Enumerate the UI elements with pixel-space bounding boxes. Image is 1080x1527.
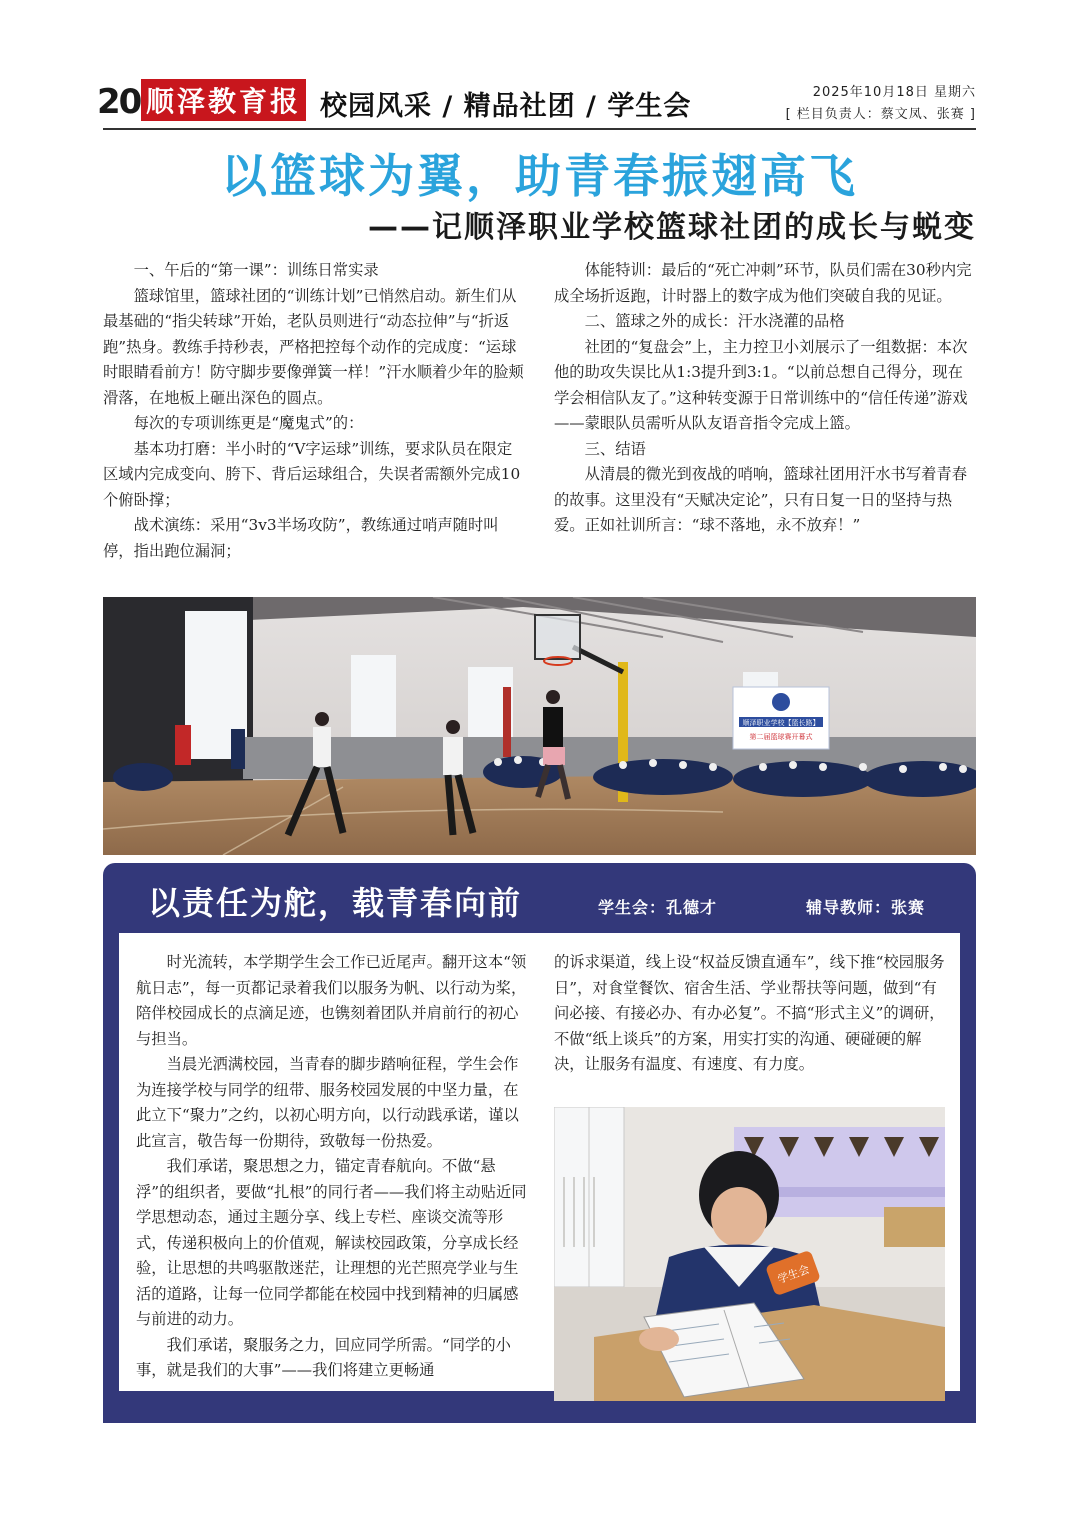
armband-label: 学生会 [775, 1262, 812, 1287]
section-names: 校园风采 / 精品社团 / 学生会 [320, 91, 692, 122]
frame-right [960, 933, 976, 1423]
paragraph: 战术演练：采用“3v3半场攻防”，教练通过哨声随时叫停，指出跑位漏洞； [103, 516, 499, 560]
column-editors: [ 栏目负责人：蔡文凤、张赛 ] [785, 107, 976, 122]
issue-date: 2025年10月18日 星期六 [812, 85, 976, 100]
article1-subtitle: ——记顺泽职业学校篮球社团的成长与蜕变 [368, 210, 976, 245]
article2-author: 学生会：孔德才 [598, 898, 718, 917]
student-photo [554, 1107, 945, 1401]
article2-left-column [136, 950, 528, 1384]
paragraph: 时光流转，本学期学生会工作已近尾声。翻开这本“领航日志”，每一页都记录着我们以服务为帆、以行动为桨，陪伴校园成长的点滴足迹，也镌刻着团队并肩前行的初心与担当。 [136, 953, 527, 1048]
paragraph: 社团的“复盘会”上，主力控卫小刘展示了一组数据：本次他的助攻失误比从1:3提升到3:1。“以前总想自己得分，现在学会相信队友了。”这种转变源于日常训练中的“信任传递”游戏——蒙眼队员需听从队友语音指令完成上篮。 [554, 337, 968, 432]
page-number: 20 [97, 82, 141, 122]
newspaper-masthead: 顺泽教育报 [141, 79, 306, 121]
paragraph: 二、篮球之外的成长：汗水浇灌的品格 [584, 312, 845, 330]
paragraph: 我们承诺，聚服务之力，回应同学所需。“同学的小事，就是我们的大事”——我们将建立更畅通 [136, 1335, 511, 1379]
paragraph: 的诉求渠道，线上设“权益反馈直通车”，线下推“校园服务日”，对食堂餐饮、宿舍生活、学业帮扶等问题，做到“有问必接、有接必办、有办必复”。不搞“形式主义”的调研，不做“纸上谈兵”的方案，用实打实的沟通、硬碰硬的解决，让服务有温度、有速度、有力度。 [554, 953, 945, 1073]
article1-left-column [103, 258, 526, 564]
paragraph: 体能特训：最后的“死亡冲刺”环节，队员们需在30秒内完成全场折返跑，计时器上的数字成为他们突破自我的见证。 [554, 261, 972, 305]
paragraph: 我们承诺，聚思想之力，锚定青春航向。不做“悬浮”的组织者，要做“扎根”的同行者——我们将主动贴近同学思想动态，通过主题分享、线上专栏、座谈交流等形式，传递积极向上的价值观，解读校园政策，分享成长经验，让思想的共鸣驱散迷茫，让理想的光芒照亮学业与生活的道路，让每一位同学都能在校园中找到精神的归属感与前进的动力。 [136, 1157, 527, 1328]
paragraph: 三、结语 [584, 439, 646, 458]
paragraph: 篮球馆里，篮球社团的“训练计划”已悄然启动。新生们从最基础的“指尖转球”开始，老队员则进行“动态拉伸”与“折返跑”热身。教练手持秒表，严格把控每个动作的完成度：“运球时眼睛看前方！防守脚步要像弹簧一样！”汗水顺着少年的脸颊滑落，在地板上砸出深色的圆点。 [103, 286, 524, 407]
article1-right-column [554, 258, 976, 539]
event-banner-line2: 第二届篮球赛开幕式 [749, 733, 813, 741]
paragraph: 当晨光洒满校园，当青春的脚步踏响征程，学生会作为连接学校与同学的纽带、服务校园发展的中坚力量，在此立下“聚力”之约，以初心明方向，以行动践承诺，谨以此宣言，敬告每一份期待，致敬每一份热爱。 [136, 1055, 519, 1150]
event-banner-line1: 顺泽职业学校【篮长路】 [742, 719, 820, 727]
article1-title: 以篮球为翼，助青春振翅高飞 [221, 149, 858, 203]
paragraph: 从清晨的微光到夜战的哨响，篮球社团用汗水书写着青春的故事。这里没有“天赋决定论”，只有日复一日的坚持与热爱。正如社训所言：“球不落地，永不放弃！” [554, 465, 968, 534]
paragraph: 每次的专项训练更是“魔鬼式”的： [133, 414, 364, 432]
frame-left [103, 933, 119, 1423]
article2-title: 以责任为舵，载青春向前 [148, 884, 523, 922]
paragraph: 基本功打磨：半小时的“V字运球”训练，要求队员在限定区域内完成变向、胯下、背后运球组合，失误者需额外完成10个俯卧撑； [103, 439, 521, 509]
basketball-photo [103, 597, 976, 855]
dateline [740, 82, 976, 126]
article2-right-column [554, 950, 946, 1078]
article2-advisor: 辅导教师：张赛 [806, 898, 926, 917]
paragraph: 一、午后的“第一课”：训练日常实录 [133, 261, 379, 279]
header-rule [103, 128, 976, 130]
